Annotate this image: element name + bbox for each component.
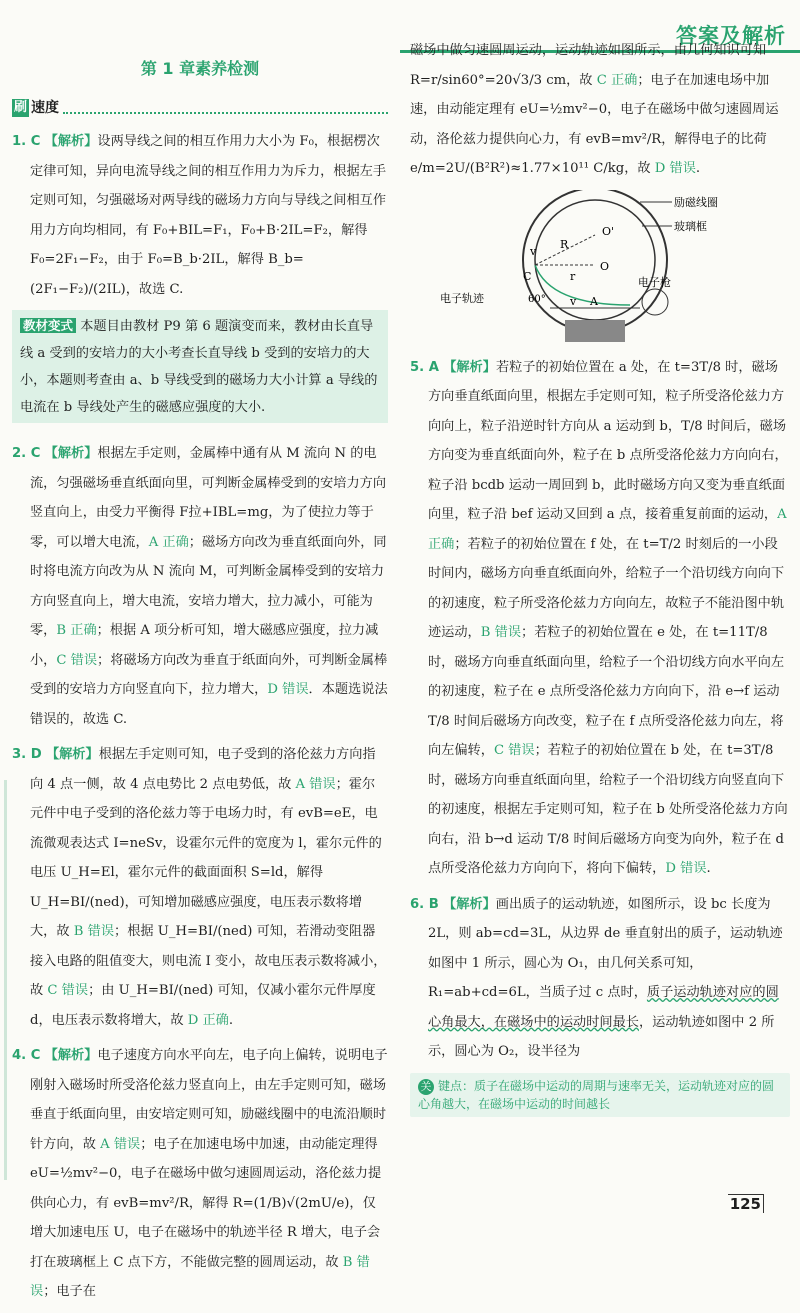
verdict-a: A 正确 <box>428 507 787 552</box>
electron-beam-figure <box>410 190 790 345</box>
answer-6 <box>410 890 790 1067</box>
base-block <box>565 320 625 342</box>
analysis-tag: 【解析】 <box>443 896 496 912</box>
verdict-a: A 错误 <box>100 1136 141 1152</box>
answer-number: 1. C <box>12 134 41 149</box>
pt-o-prime: O' <box>602 224 615 238</box>
verdict-d: D 错误 <box>267 682 309 697</box>
section-header <box>12 94 388 124</box>
verdict-a: A 错误 <box>295 776 336 792</box>
answer-text: ．本题选说法错误的，故选 C. <box>30 682 388 727</box>
answer-4-continued <box>410 36 790 184</box>
pt-c: C <box>523 269 532 283</box>
gun-circle <box>642 289 668 315</box>
verdict-c: C 错误 <box>56 652 98 668</box>
margin-decoration <box>4 780 7 1180</box>
answer-text: 根据左手定则可知，电子受到的洛伦兹力方向指向 4 点一侧，故 4 点电势比 2 点电势低，故 <box>30 747 376 792</box>
pt-a: A <box>590 294 598 308</box>
answer-text: 设两导线之间的相互作用力大小为 F₀，根据楞次定律可知，异向电流导线之间的相互作用力为斥力，根据左手定则可知，匀强磁场对两导线的磁场力方向与导线之间相互作用力方向均相同，有 F₀+BIL=F₁，F₀+B·2IL=F₂，解得 F₀=2F₁−F₂，由于 F₀=B_b·2IL，解得 B_b=(2F₁−F₂)/(2IL)，故选 C. <box>30 134 387 297</box>
section-name: 速度 <box>31 99 60 116</box>
answer-5 <box>410 353 790 884</box>
label-path: 电子轨迹 <box>440 291 484 305</box>
pt-r-upper: R <box>560 237 569 251</box>
answer-4 <box>12 1041 388 1307</box>
answer-text: . <box>706 861 711 876</box>
verdict-b: B 错误 <box>480 625 522 640</box>
label-frame: 玻璃框 <box>674 219 707 233</box>
answer-text: 若粒子的初始位置在 a 处，在 t=3T/8 时，磁场方向垂直纸面向里，根据左手定则可知，粒子所受洛伦兹力方向向上，粒子沿逆时针方向从 a 运动到 b，T/8 时间后，磁场方向变为垂直纸面向外，粒子在 b 点所受洛伦兹力方向向右，粒子沿 bcdb 运动一周回到 b，此时磁场方向又变为垂直纸面向里，粒子沿 bef 运动又回到 a 点，接着重复前面的运动， <box>428 359 788 522</box>
answer-text: 画出质子的运动轨迹，如图所示，设 bc 长度为 2L，则 ab=cd=3L，从边界 de 垂直射出的质子，运动轨迹如图中 1 所示，圆心为 O₁，由几何关系可知，R₁=ab+cd=6L，当质子过 c 点时， <box>428 896 783 1000</box>
answer-number: 6. B <box>410 896 439 912</box>
answer-text: ；根据 A 项分析可知，增大磁感应强度，拉力减小， <box>30 623 379 668</box>
answer-number: 5. A <box>410 359 439 375</box>
answer-text: . <box>695 161 701 176</box>
verdict-c: C 错误 <box>47 983 89 998</box>
pt-o: O <box>600 259 610 273</box>
textbook-variant-box <box>12 310 388 423</box>
answer-3 <box>12 740 388 1035</box>
pt-angle: 60° <box>528 293 546 305</box>
answer-text: ；电子在 <box>43 1284 96 1299</box>
left-column <box>12 50 388 1313</box>
answer-text: ；由 U_H=BI/(ned) 可知，仅减小霍尔元件厚度 d，电压表示数将增大，故 <box>30 983 376 1028</box>
right-column <box>410 36 790 1117</box>
underlined-key-text: 质子运动轨迹对应的圆心角最大，在磁场中的运动时间最长 <box>428 985 779 1030</box>
label-coil: 励磁线圈 <box>674 195 718 209</box>
answer-text: 电子速度方向水平向左，电子向上偏转，说明电子刚射入磁场时所受洛伦兹力竖直向上，由左手定则可知，磁场垂直于纸面向里，由安培定则可知，励磁线圈中的电流沿顺时针方向，故 <box>30 1048 388 1152</box>
verdict-a: A 正确 <box>148 534 189 550</box>
answer-text: ；若粒子的初始位置在 b 处，在 t=3T/8 时，磁场方向垂直纸面向里，给粒子一个沿切线方向竖直向下的初速度，根据左手定则可知，粒子在 b 处所受洛伦兹力方向向右，沿 b→d 运动 T/8 时间后磁场方向变为向外，粒子在 d 点所受洛伦兹力方向向下，将向下偏转， <box>428 743 788 876</box>
verdict-c: C 错误 <box>493 743 535 758</box>
verdict-d: D 正确 <box>187 1012 229 1028</box>
analysis-tag: 【解析】 <box>45 747 99 762</box>
answer-text: ；若粒子的初始位置在 e 处，在 t=11T/8 时，磁场方向垂直纸面向里，给粒子一个沿切线方向水平向左的初速度，粒子在 e 点所受洛伦兹力方向向下，沿 e→f 运动 T/8 时间后磁场方向改变，粒子在 f 点所受洛伦兹力向左，将向左偏转， <box>428 625 785 758</box>
analysis-tag: 【解析】 <box>443 359 496 375</box>
pt-v: v <box>530 244 537 258</box>
answer-1 <box>12 127 388 304</box>
answer-text: ，运动轨迹如图中 2 所示，圆心为 O₂，设半径为 <box>428 1014 775 1059</box>
verdict-b: B 错误 <box>30 1254 370 1299</box>
pt-r: r <box>570 269 576 283</box>
answer-number: 4. C <box>12 1048 41 1063</box>
box-tag: 教材变式 <box>20 318 76 333</box>
label-gun: 电子枪 <box>638 275 671 289</box>
answer-text: ；若粒子的初始位置在 f 处，在 t=T/2 时刻后的一小段时间内，磁场方向垂直纸面向外，给粒子一个沿切线方向向下的初速度，粒子所受洛伦兹力方向向左，故粒子不能沿图中轨迹运动， <box>428 536 785 640</box>
answer-text: ；霍尔元件中电子受到的洛伦兹力等于电场力时，有 evB=eE，电流微观表达式 I=neSv，设霍尔元件的宽度为 l，霍尔元件的电压 U_H=El，霍尔元件的截面面积 S=ld，解得 U_H=BI/(ned)，可知增加磁感应强度，电压表示数将增大，故 <box>30 776 382 939</box>
section-badge: 刷 <box>14 100 28 116</box>
pt-v2: v <box>570 294 577 308</box>
analysis-tag: 【解析】 <box>44 1048 98 1063</box>
answer-text: ；将磁场方向改为垂直于纸面向外，可判断金属棒受到的安培力方向竖直向下，拉力增大， <box>30 652 388 697</box>
verdict-d: D 错误 <box>665 861 707 876</box>
header-title: 答案及解析 <box>676 24 786 48</box>
figure-svg <box>410 190 790 345</box>
answer-text: 磁场中做匀速圆周运动，运动轨迹如图所示，由几何知识可知 R=r/sin60°=20√3/3 cm，故 <box>410 43 767 88</box>
answer-number: 3. D <box>12 747 42 762</box>
answer-text: . <box>228 1012 234 1028</box>
verdict-b: B 正确 <box>56 623 97 638</box>
answer-2 <box>12 439 388 734</box>
page-number: 125 <box>728 1194 764 1213</box>
verdict-d: D 错误 <box>654 161 696 176</box>
key-point-note <box>410 1073 790 1117</box>
answer-text: ；磁场方向改为垂直纸面向外，同时将电流方向改为从 N 流向 M，可判断金属棒受到的安培力方向竖直向上，增大电流，安培力增大，拉力减小，可能为零， <box>30 534 387 638</box>
analysis-tag: 【解析】 <box>44 446 98 461</box>
answer-number: 2. C <box>12 446 41 461</box>
verdict-c: C 正确 <box>596 72 638 88</box>
verdict-b: B 错误 <box>73 924 115 939</box>
answer-text: 根据左手定则，金属棒中通有从 M 流向 N 的电流，匀强磁场垂直纸面向里，可判断金属棒受到的安培力方向竖直向上，由受力平衡得 F拉+IBL=mg，为了使拉力等于零，可以增大电流， <box>30 446 387 550</box>
answer-text: ；电子在加速电场中加速，由动能定理得 eU=½mv²−0，电子在磁场中做匀速圆周运动，洛伦兹力提供向心力，有 evB=mv²/R，解得 R=(1/B)√(2mU/e)，仅增大加速电压 U，电子在磁场中的轨迹半径 R 增大，电子会打在玻璃框上 C 点下方，不能做完整的圆周运动，故 <box>30 1136 382 1270</box>
answer-text: ；电子在加速电场中加速，由动能定理有 eU=½mv²−0，电子在磁场中做匀速圆周运动，洛伦兹力提供向心力，有 evB=mv²/R，解得电子的比荷 e/m=2U/(B²R²)≈1.77×10¹¹ C/kg，故 <box>410 72 779 176</box>
box-text: 本题目由教材 P9 第 6 题演变而来，教材由长直导线 a 受到的安培力的大小考查长直导线 b 受到的安培力的大小，本题则考查由 a、b 导线受到的磁场力大小计算 a 导线的电流在 b 导线处产生的磁感应强度的大小. <box>20 319 378 415</box>
key-badge: 关 <box>418 1079 434 1095</box>
answer-text: ；根据 U_H=BI/(ned) 可知，若滑动变阻器接入电路的阻值变大，则电流 I 变小，故电压表示数将减小，故 <box>30 924 387 998</box>
key-text: 键点：质子在磁场中运动的周期与速率无关，运动轨迹对应的圆心角越大，在磁场中运动的时间越长 <box>418 1078 775 1111</box>
chapter-title: 第 1 章素养检测 <box>140 59 260 78</box>
analysis-tag: 【解析】 <box>44 134 98 149</box>
section-divider <box>63 102 388 114</box>
